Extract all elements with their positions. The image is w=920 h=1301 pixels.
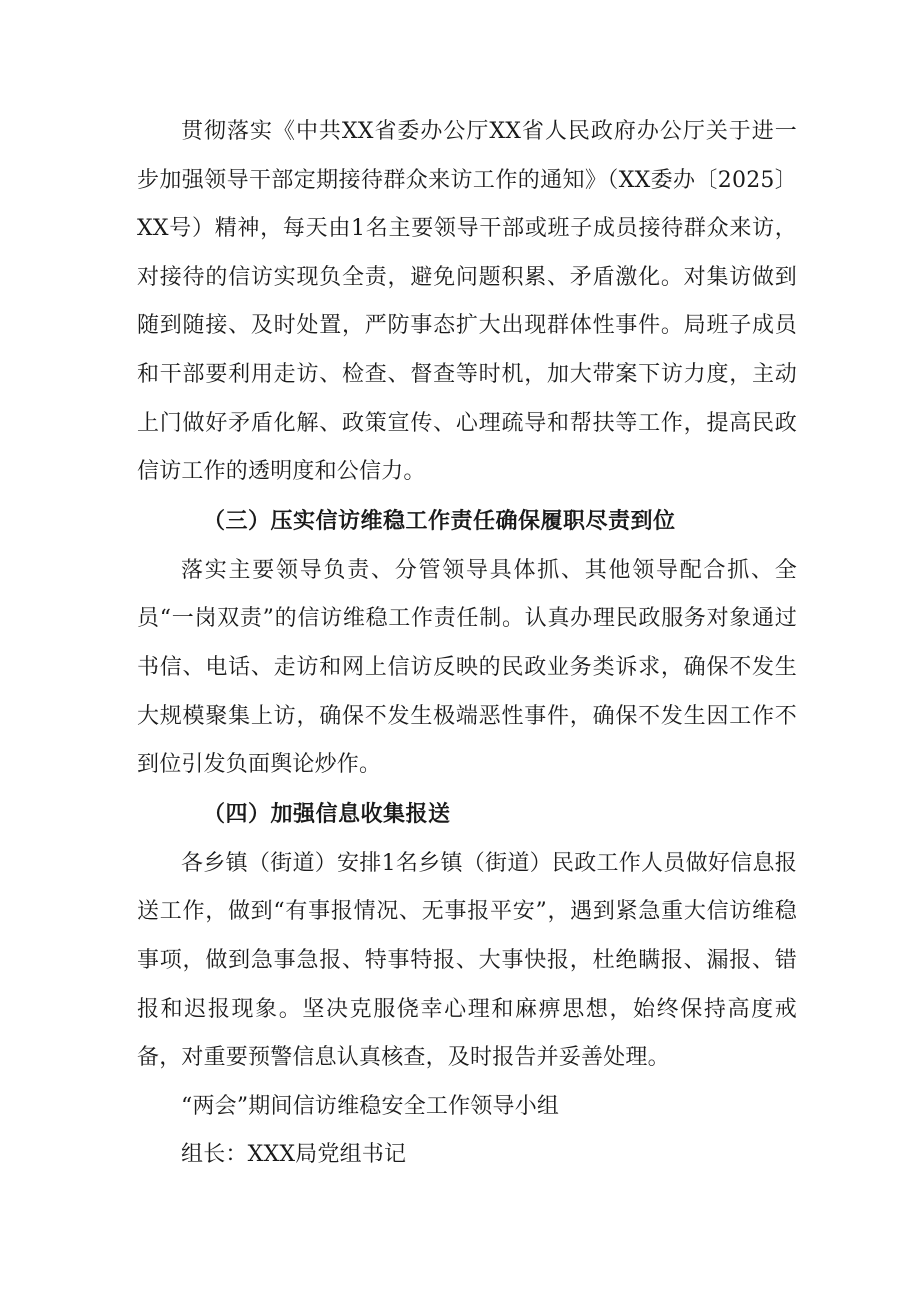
intro-paragraph: 贯彻落实《中共XX省委办公厅XX省人民政府办公厅关于进一步加强领导干部定期接待群众来访工作的通知》（XX委办〔2025〕XX号）精神，每天由1名主要领导干部或班子成员接待群众来访，对接待的信访实现负全责，避免问题积累、矛盾激化。对集访做到随到随接、及时处置，严防事态扩大出现群体性事件。局班子成员和干部要利用走访、检查、督查等时机，加大带案下访力度，主动上门做好矛盾化解、政策宣传、心理疏导和帮扶等工作，提高民政信访工作的透明度和公信力。 — [137, 119, 797, 485]
section-4-heading: （四）加强信息收集报送 — [203, 801, 451, 827]
section-3-heading: （三）压实信访维稳工作责任确保履职尽责到位 — [203, 508, 676, 534]
leading-group-title: “两会”期间信访维稳安全工作领导小组 — [181, 1093, 560, 1119]
document-body — [137, 108, 797, 1180]
group-leader-line: 组长：XXX局党组书记 — [181, 1142, 407, 1168]
section-4-paragraph: 各乡镇（街道）安排1名乡镇（街道）民政工作人员做好信息报送工作，做到“有事报情况、无事报平安”，遇到紧急重大信访维稳事项，做到急事急报、特事特报、大事快报，杜绝瞒报、漏报、错报和迟报现象。坚决克服侥幸心理和麻痹思想，始终保持高度戒备，对重要预警信息认真核查，及时报告并妥善处理。 — [137, 850, 797, 1071]
section-3-paragraph: 落实主要领导负责、分管领导具体抓、其他领导配合抓、全员“一岗双责”的信访维稳工作责任制。认真办理民政服务对象通过书信、电话、走访和网上信访反映的民政业务类诉求，确保不发生大规模聚集上访，确保不发生极端恶性事件，确保不发生因工作不到位引发负面舆论炒作。 — [137, 557, 797, 778]
